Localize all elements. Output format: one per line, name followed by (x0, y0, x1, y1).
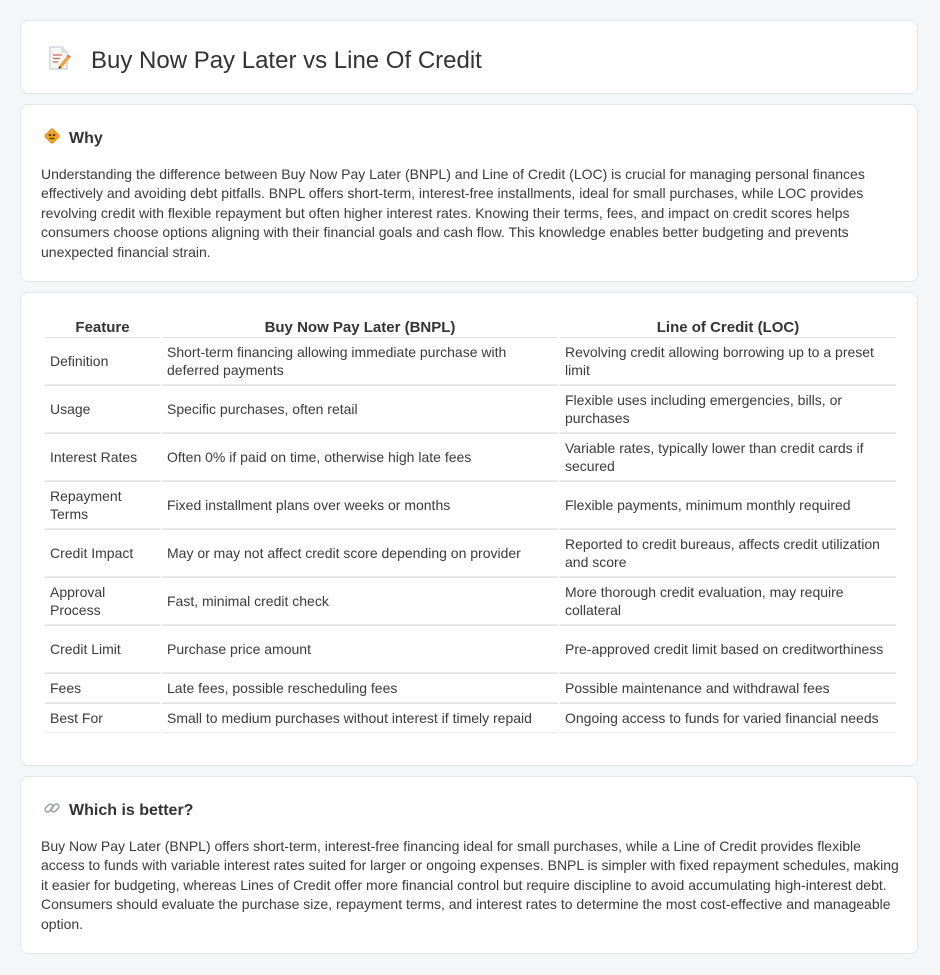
page-title: Buy Now Pay Later vs Line Of Credit (91, 46, 482, 74)
why-text: Understanding the difference between Buy Now Pay Later (BNPL) and Line of Credit (LOC) is crucial for managing personal finances effectively and avoiding debt pitfalls. BNPL offers short-term, interest-free installments, ideal for small purchases, while LOC provides revolving credit with flexible repayment but often higher interest rates. Knowing their terms, fees, and impact on credit scores helps consumers choose options aligning with their financial goals and cash flow. This knowledge enables better budgeting and prevents unexpected financial strain. (41, 166, 865, 260)
loc-cell: Revolving credit allowing borrowing up to a preset limit (560, 337, 896, 385)
table-row (45, 481, 896, 529)
bnpl-cell: Purchase price amount (162, 625, 558, 673)
table-row (45, 385, 896, 433)
loc-cell: Reported to credit bureaus, affects credit utilization and score (560, 529, 896, 577)
warning-sign-icon (43, 127, 61, 150)
loc-cell: Flexible payments, minimum monthly required (560, 481, 896, 529)
table-row (45, 625, 896, 673)
link-icon (43, 799, 61, 822)
bnpl-cell: Fixed installment plans over weeks or months (162, 481, 558, 529)
feature-cell: Approval Process (45, 577, 160, 625)
comparison-table (43, 317, 898, 733)
why-section (20, 104, 918, 282)
table-row (45, 337, 896, 385)
bnpl-cell: Late fees, possible rescheduling fees (162, 673, 558, 703)
title-card (20, 20, 918, 94)
table-row (45, 703, 896, 733)
bnpl-cell: May or may not affect credit score depending on provider (162, 529, 558, 577)
loc-cell: Ongoing access to funds for varied financial needs (560, 703, 896, 733)
memo-pencil-icon (47, 45, 71, 76)
column-header-feature: Feature (75, 318, 130, 336)
feature-cell: Best For (45, 703, 160, 733)
feature-cell: Fees (45, 673, 160, 703)
bnpl-cell: Short-term financing allowing immediate purchase with deferred payments (162, 337, 558, 385)
table-row (45, 673, 896, 703)
comparison-card (20, 292, 918, 766)
loc-cell: Pre-approved credit limit based on creditworthiness (560, 625, 896, 673)
feature-cell: Credit Limit (45, 625, 160, 673)
bnpl-cell: Fast, minimal credit check (162, 577, 558, 625)
feature-cell: Definition (45, 337, 160, 385)
which-is-better-text: Buy Now Pay Later (BNPL) offers short-term, interest-free financing ideal for small purchases, while a Line of Credit provides flexible access to funds with variable interest rates suited for larger or ongoing expenses. BNPL is simpler with fixed repayment schedules, making it easier for budgeting, whereas Lines of Credit offer more financial control but require discipline to avoid accumulating high-interest debt. Consumers should evaluate the purchase size, repayment terms, and interest rates to determine the most cost-effective and manageable option. (41, 838, 899, 932)
loc-cell: Flexible uses including emergencies, bills, or purchases (560, 385, 896, 433)
loc-cell: Possible maintenance and withdrawal fees (560, 673, 896, 703)
feature-cell: Usage (45, 385, 160, 433)
loc-cell: Variable rates, typically lower than credit cards if secured (560, 433, 896, 481)
which-is-better-section (20, 776, 918, 954)
loc-cell: More thorough credit evaluation, may require collateral (560, 577, 896, 625)
column-header-loc: Line of Credit (LOC) (656, 318, 800, 336)
bnpl-cell: Specific purchases, often retail (162, 385, 558, 433)
table-row (45, 577, 896, 625)
which-is-better-heading: Which is better? (69, 801, 194, 819)
bnpl-cell: Small to medium purchases without interest if timely repaid (162, 703, 558, 733)
table-row (45, 529, 896, 577)
feature-cell: Credit Impact (45, 529, 160, 577)
title-row (47, 45, 482, 76)
column-header-bnpl: Buy Now Pay Later (BNPL) (264, 318, 456, 336)
feature-cell: Interest Rates (45, 433, 160, 481)
why-heading: Why (69, 129, 103, 147)
table-row (45, 433, 896, 481)
feature-cell: Repayment Terms (45, 481, 160, 529)
bnpl-cell: Often 0% if paid on time, otherwise high late fees (162, 433, 558, 481)
